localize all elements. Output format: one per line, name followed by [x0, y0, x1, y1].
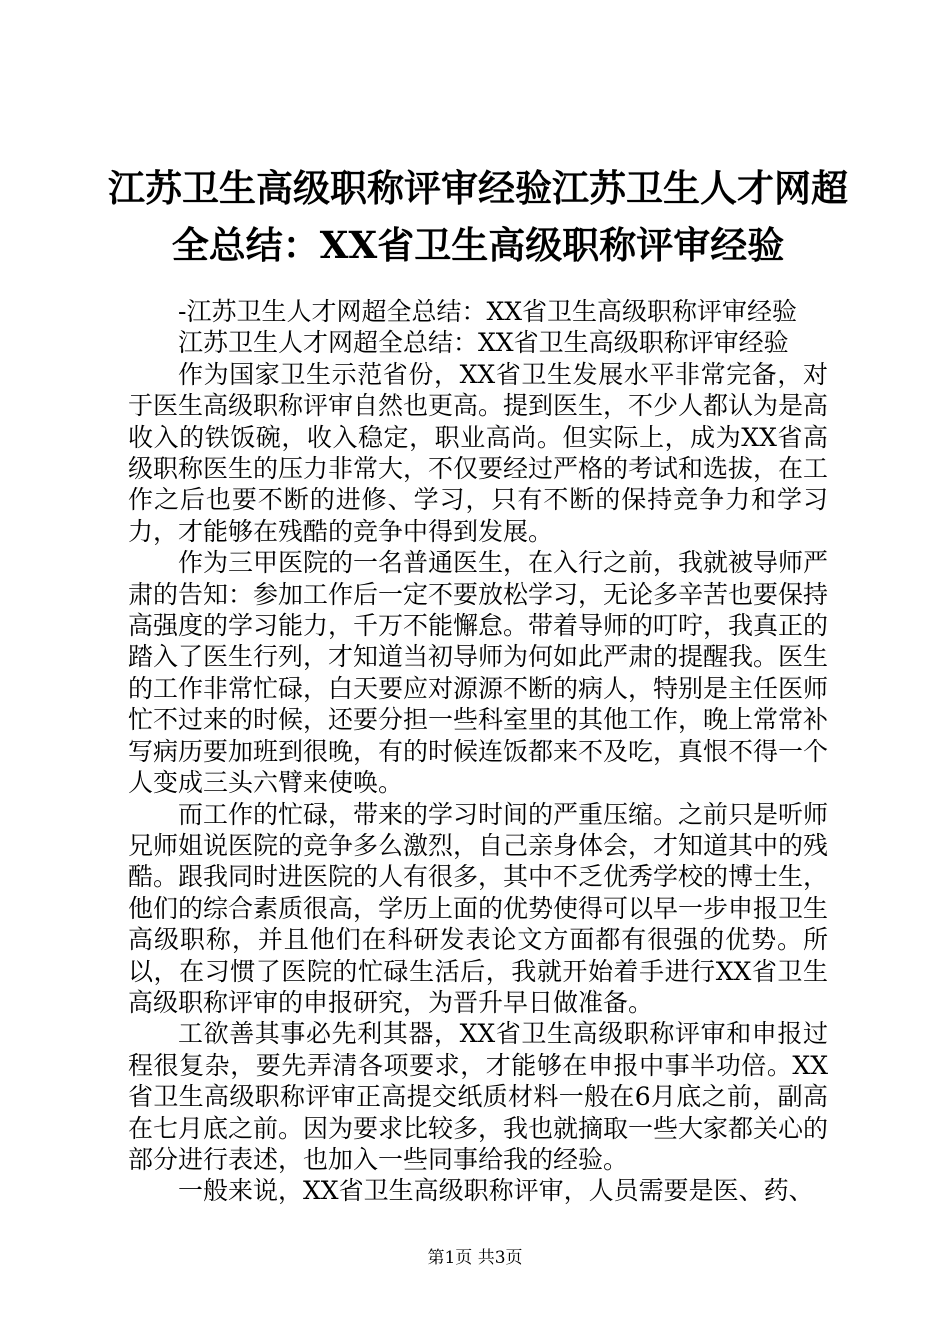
- subtitle-line: -江苏卫生人才网超全总结：XX省卫生高级职称评审经验: [178, 297, 798, 326]
- body-paragraph: 作为国家卫生示范省份，XX省卫生发展水平非常完备，对于医生高级职称评审自然也更高。提到医生，不少人都认为是高收入的铁饭碗，收入稳定，职业高尚。但实际上，成为XX省高级职称医生的压力非常大，不仅要经过严格的考试和选拔，在工作之后也要不断的进修、学习，只有不断的保持竞争力和学习力，才能够在残酷的竞争中得到发展。: [128, 359, 829, 546]
- title-line-2: 全总结：XX省卫生高级职称评审经验: [171, 223, 785, 267]
- body-paragraph: 工欲善其事必先利其器，XX省卫生高级职称评审和申报过程很复杂，要先弄清各项要求，才能够在申报中事半功倍。XX省卫生高级职称评审正高提交纸质材料一般在6月底之前，副高在七月底之前。因为要求比较多，我也就摘取一些大家都关心的部分进行表述，也加入一些同事给我的经验。: [128, 1019, 829, 1174]
- document-body: [128, 296, 828, 1207]
- body-paragraph: 一般来说，XX省卫生高级职称评审，人员需要是医、药、: [178, 1176, 814, 1206]
- document-title: [108, 160, 848, 274]
- subtitle-line: 江苏卫生人才网超全总结：XX省卫生高级职称评审经验: [178, 328, 789, 358]
- body-paragraph: 作为三甲医院的一名普通医生，在入行之前，我就被导师严肃的告知：参加工作后一定不要放松学习，无论多辛苦也要保持高强度的学习能力，千万不能懈怠。带着导师的叮咛，我真正的踏入了医生行列，才知道当初导师为何如此严肃的提醒我。医生的工作非常忙碌，白天要应对源源不断的病人，特别是主任医师忙不过来的时候，还要分担一些科室里的其他工作，晚上常常补写病历要加班到很晚，有的时候连饭都来不及吃，真恨不得一个人变成三头六臂来使唤。: [128, 548, 829, 798]
- title-line-1: 江苏卫生高级职称评审经验江苏卫生人才网超: [108, 166, 848, 210]
- body-paragraph: 而工作的忙碌，带来的学习时间的严重压缩。之前只是听师兄师姐说医院的竞争多么激烈，自己亲身体会，才知道其中的残酷。跟我同时进医院的人有很多，其中不乏优秀学校的博士生，他们的综合素质很高，学历上面的优势使得可以早一步申报卫生高级职称，并且他们在科研发表论文方面都有很强的优势。所以，在习惯了医院的忙碌生活后，我就开始着手进行XX省卫生高级职称评审的申报研究，为晋升早日做准备。: [128, 799, 829, 1017]
- page-number-footer: 第1页 共3页: [427, 1248, 523, 1268]
